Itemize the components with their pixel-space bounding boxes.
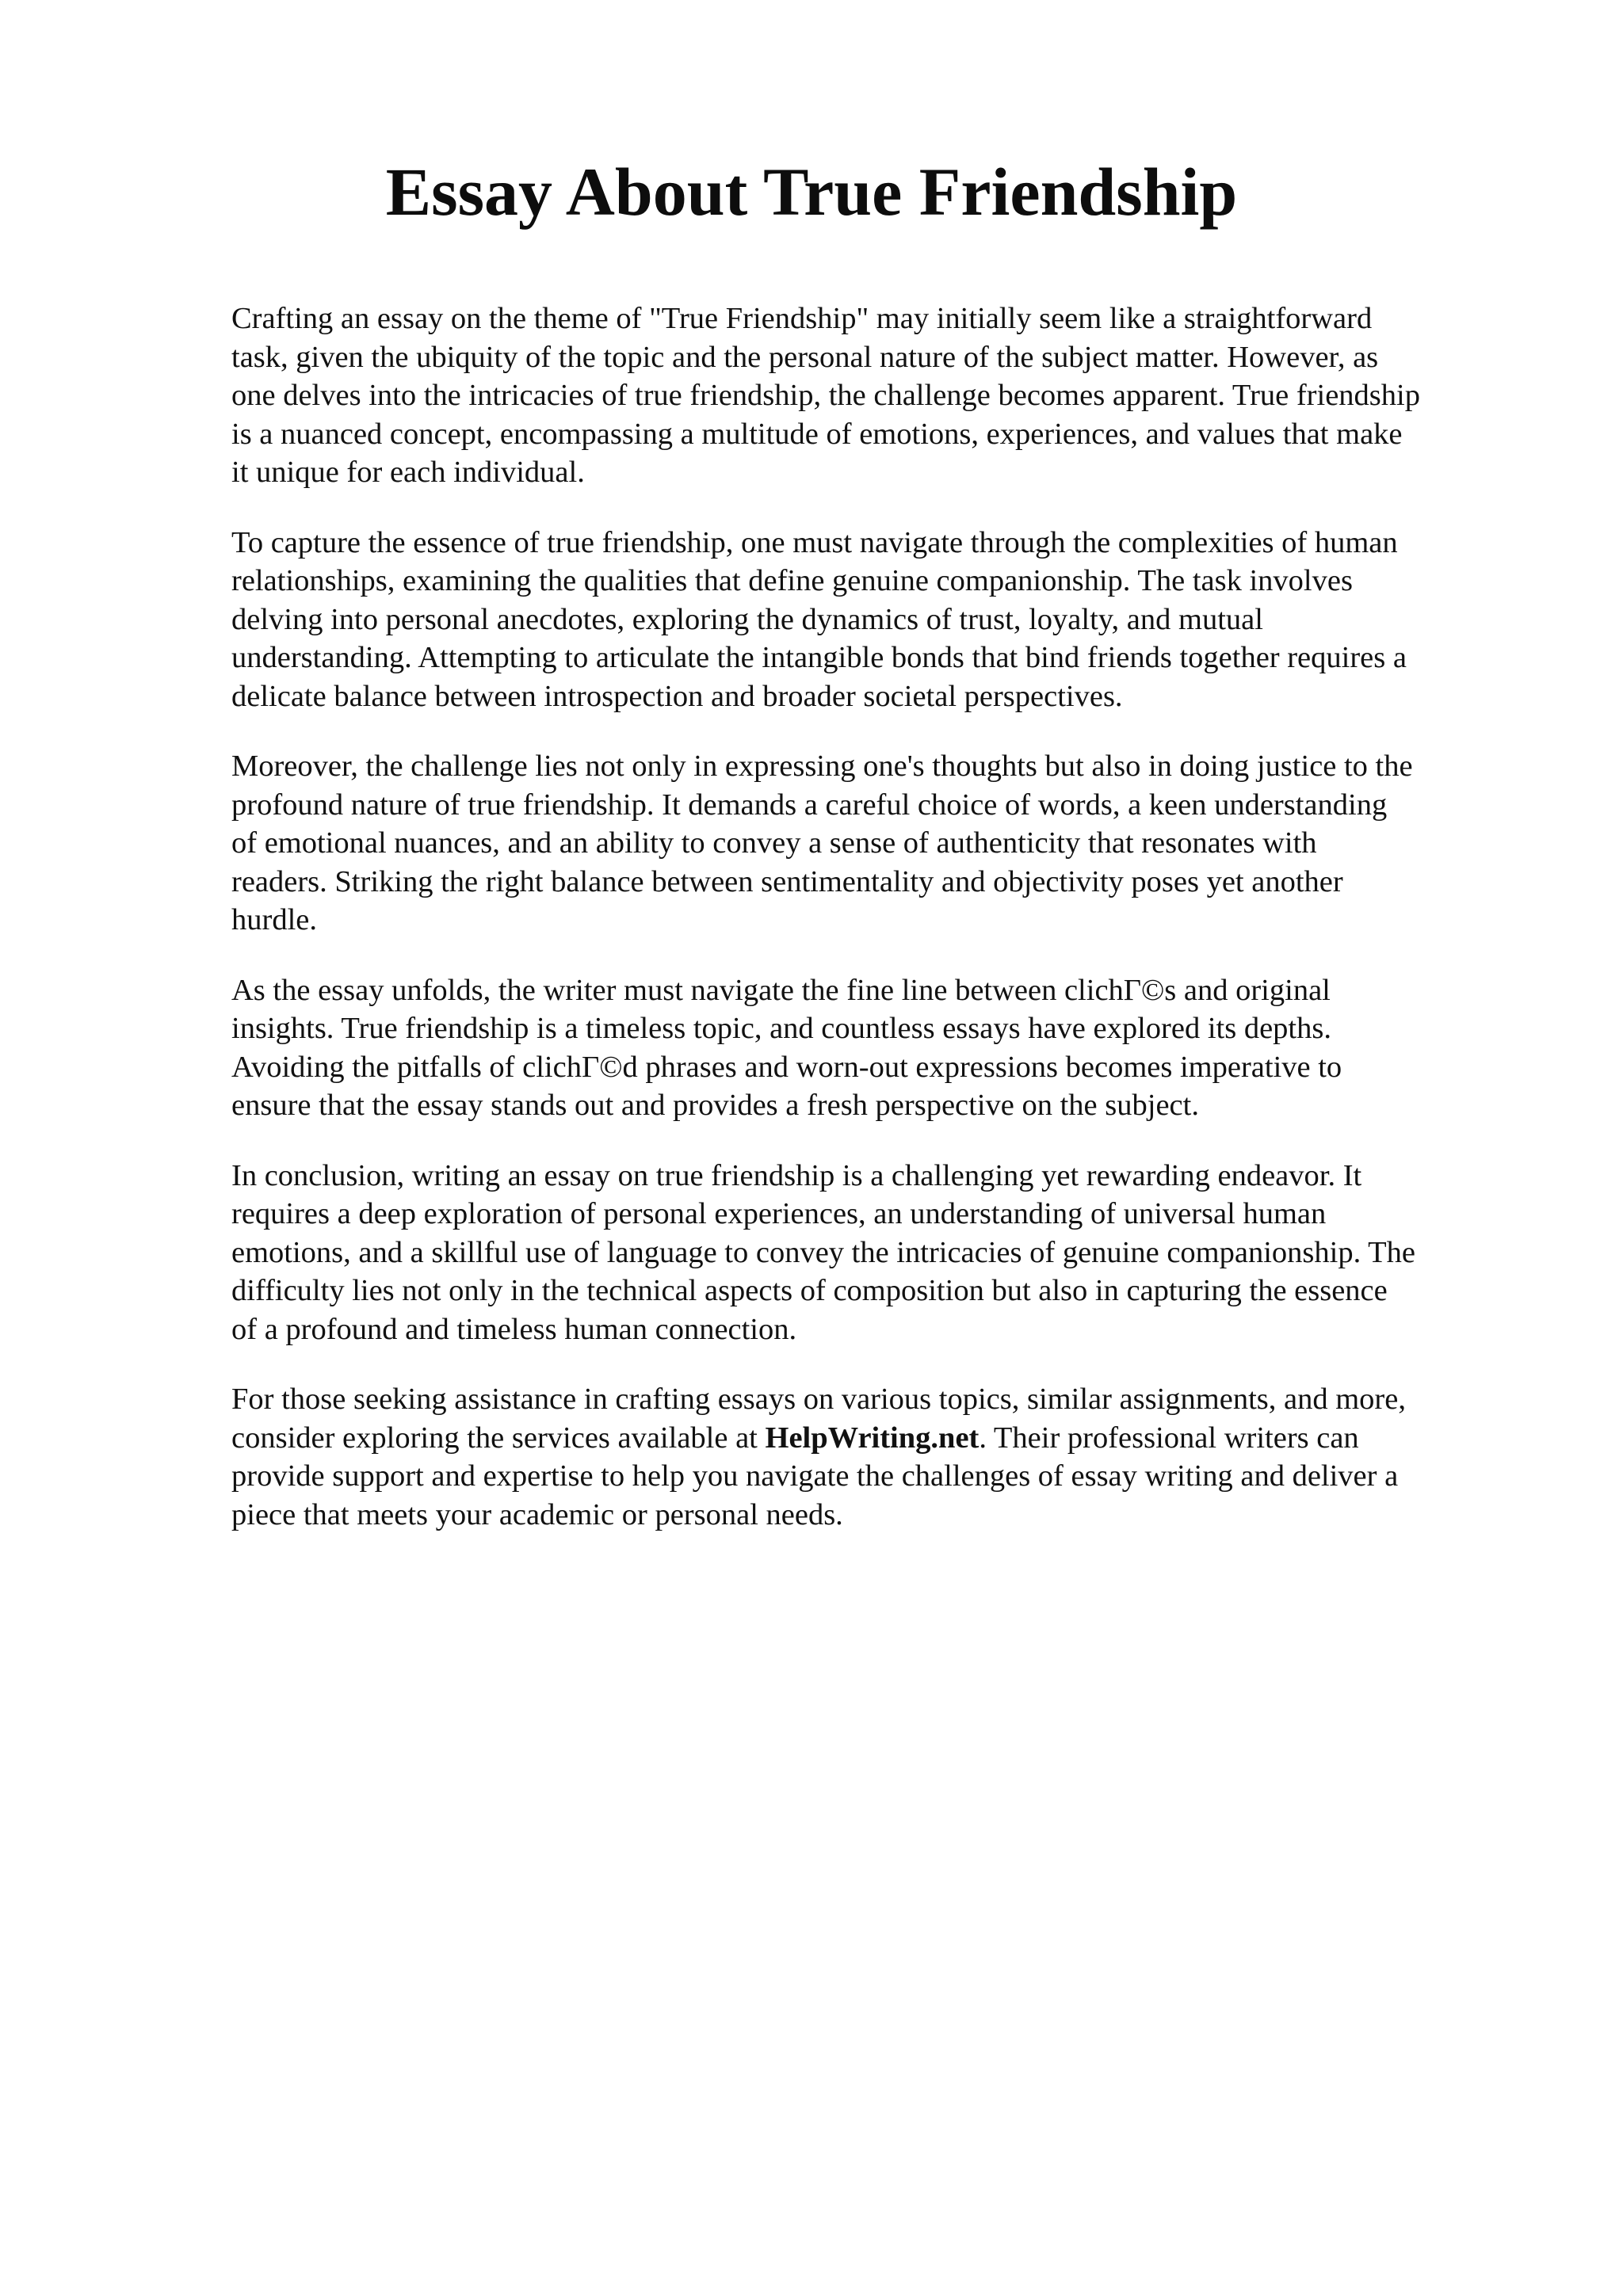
paragraph-1 xyxy=(231,299,1531,492)
text-line: To capture the essence of true friendship, one must navigate through the complexities of human xyxy=(231,525,1398,559)
text-line: Crafting an essay on the theme of "True Friendship" may initially seem like a straightforward xyxy=(231,302,1373,335)
text-line: profound nature of true friendship. It demands a careful choice of words, a keen understanding xyxy=(231,788,1388,822)
paragraph-3 xyxy=(231,747,1531,940)
text-line: relationships, examining the qualities that define genuine companionship. The task involves xyxy=(231,564,1353,597)
text-line: provide support and expertise to help you navigate the challenges of essay writing and deliver a xyxy=(231,1459,1399,1493)
text-line: delicate balance between introspection and broader societal perspectives. xyxy=(231,679,1123,713)
text-line: one delves into the intricacies of true friendship, the challenge becomes apparent. True friendship xyxy=(231,379,1420,412)
text-line: task, given the ubiquity of the topic and the personal nature of the subject matter. However, as xyxy=(231,340,1379,374)
text-line: Avoiding the pitfalls of clichΓ©d phrases and worn-out expressions becomes imperative to xyxy=(231,1050,1342,1084)
helpwriting-link[interactable]: HelpWriting.net xyxy=(765,1421,980,1455)
text-line: In conclusion, writing an essay on true friendship is a challenging yet rewarding endeavor. It xyxy=(231,1158,1362,1192)
paragraph-2 xyxy=(231,524,1531,716)
text-line: it unique for each individual. xyxy=(231,456,585,489)
text-line: As the essay unfolds, the writer must navigate the fine line between clichΓ©s and original xyxy=(231,973,1331,1007)
paragraph-5 xyxy=(231,1157,1531,1349)
closing-paragraph xyxy=(231,1380,1531,1534)
text-segment: consider exploring the services available at xyxy=(231,1421,766,1455)
text-line: of a profound and timeless human connection. xyxy=(231,1312,797,1346)
text-line: emotions, and a skillful use of language to convey the intricacies of genuine companionship. The xyxy=(231,1235,1415,1269)
text-segment: . Their professional writers can xyxy=(979,1421,1359,1455)
text-line: hurdle. xyxy=(231,903,317,936)
text-line: Moreover, the challenge lies not only in expressing one's thoughts but also in doing justice to the xyxy=(231,749,1413,783)
text-line: delving into personal anecdotes, exploring the dynamics of trust, loyalty, and mutual xyxy=(231,602,1263,636)
text-line: readers. Striking the right balance between sentimentality and objectivity poses yet another xyxy=(231,864,1343,898)
text-line: piece that meets your academic or personal needs. xyxy=(231,1497,843,1531)
text-line: of emotional nuances, and an ability to convey a sense of authenticity that resonates with xyxy=(231,826,1317,860)
text-line: understanding. Attempting to articulate the intangible bonds that bind friends together requires a xyxy=(231,641,1407,674)
text-line: ensure that the essay stands out and provides a fresh perspective on the subject. xyxy=(231,1089,1199,1122)
page-title: Essay About True Friendship xyxy=(385,154,1238,230)
text-line: insights. True friendship is a timeless topic, and countless essays have explored its depths. xyxy=(231,1012,1331,1045)
text-line: is a nuanced concept, encompassing a multitude of emotions, experiences, and values that make xyxy=(231,417,1403,451)
text-line: requires a deep exploration of personal experiences, an understanding of universal human xyxy=(231,1197,1327,1230)
text-line: difficulty lies not only in the technical aspects of composition but also in capturing the essence xyxy=(231,1274,1388,1307)
paragraph-4 xyxy=(231,971,1531,1125)
text-line-with-link xyxy=(231,1419,1531,1458)
text-line: For those seeking assistance in crafting essays on various topics, similar assignments, and more, xyxy=(231,1383,1406,1416)
essay-body xyxy=(231,299,1531,1566)
